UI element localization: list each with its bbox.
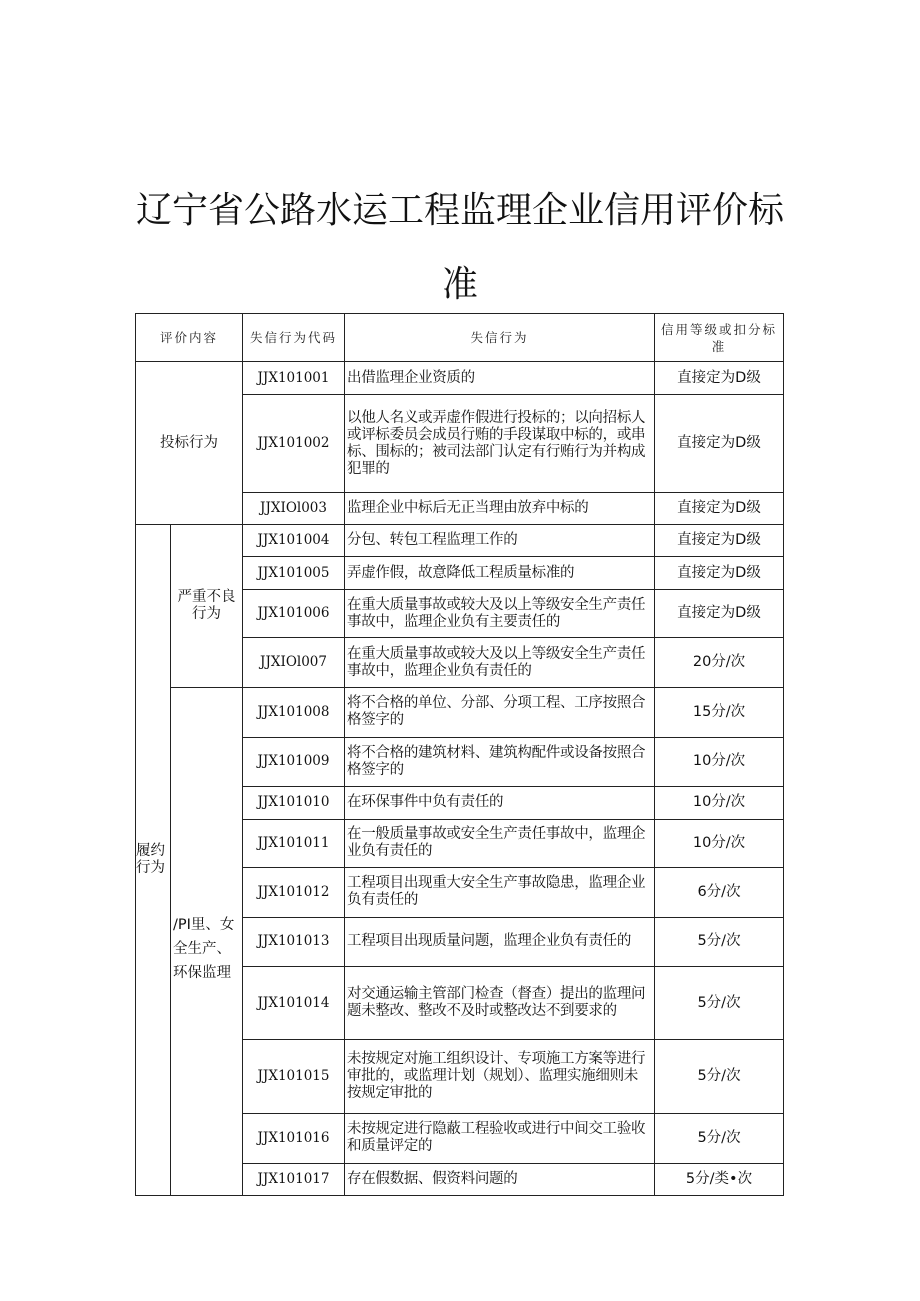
row-standard: 5分/次 (655, 917, 784, 967)
row-behavior: 存在假数据、假资料问题的 (345, 1163, 655, 1195)
row-behavior: 未按规定对施工组织设计、专项施工方案等进行审批的，或监理计划（规划）、监理实施细则未按规定审批的 (345, 1040, 655, 1114)
row-standard: 直接定为D级 (655, 557, 784, 590)
row-behavior: 分包、转包工程监理工作的 (345, 525, 655, 557)
group-quality-label: /PI里、女全生产、环保监理 (173, 917, 235, 981)
row-standard: 5分/次 (655, 1040, 784, 1114)
row-behavior: 出借监理企业资质的 (345, 362, 655, 395)
row-behavior: 将不合格的单位、分部、分项工程、工序按照合格签字的 (345, 688, 655, 738)
row-code: JJXIOl003 (243, 493, 345, 525)
row-behavior: 以他人名义或弄虚作假进行投标的；以向招标人或评标委员会成员行贿的手段谋取中标的，或串标、围标的；被司法部门认定有行贿行为并构成犯罪的 (345, 395, 655, 493)
row-behavior: 将不合格的建筑材料、建筑构配件或设备按照合格签字的 (345, 737, 655, 787)
header-standard: 信用等级或扣分标准 (655, 314, 784, 362)
row-code: JJX101010 (243, 787, 345, 819)
header-content: 评价内容 (136, 314, 243, 362)
row-behavior: 未按规定进行隐蔽工程验收或进行中间交工验收和质量评定的 (345, 1113, 655, 1163)
page-title: 辽宁省公路水运工程监理企业信用评价标 (135, 190, 784, 231)
row-behavior: 在重大质量事故或较大及以上等级安全生产责任事故中，监理企业负有主要责任的 (345, 590, 655, 638)
row-code: JJX101011 (243, 819, 345, 868)
table-row (136, 525, 784, 557)
row-code: JJX101016 (243, 1113, 345, 1163)
row-standard: 直接定为D级 (655, 362, 784, 395)
row-standard: 直接定为D级 (655, 525, 784, 557)
row-code: JJX101008 (243, 688, 345, 738)
row-code: JJX101004 (243, 525, 345, 557)
row-behavior: 在重大质量事故或较大及以上等级安全生产责任事故中，监理企业负有责任的 (345, 638, 655, 688)
row-code: JJX101012 (243, 868, 345, 918)
row-standard: 10分/次 (655, 737, 784, 787)
row-behavior: 在一般质量事故或安全生产责任事故中，监理企业负有责任的 (345, 819, 655, 868)
row-standard: 20分/次 (655, 638, 784, 688)
row-behavior: 监理企业中标后无正当理由放弃中标的 (345, 493, 655, 525)
row-code: JJXIOl007 (243, 638, 345, 688)
header-behavior: 失信行为 (345, 314, 655, 362)
row-behavior: 弄虚作假，故意降低工程质量标准的 (345, 557, 655, 590)
row-standard: 10分/次 (655, 819, 784, 868)
row-standard: 直接定为D级 (655, 590, 784, 638)
row-standard: 6分/次 (655, 868, 784, 918)
group-bidding: 投标行为 (136, 362, 243, 525)
table-row (136, 362, 784, 395)
header-code: 失信行为代码 (243, 314, 345, 362)
table-header-row (136, 314, 784, 362)
row-code: JJX101013 (243, 917, 345, 967)
group-quality-safety (171, 688, 243, 1196)
table-row (136, 688, 784, 738)
row-code: JJX101005 (243, 557, 345, 590)
row-code: JJX101009 (243, 737, 345, 787)
row-standard: 10分/次 (655, 787, 784, 819)
row-standard: 5分/次 (655, 967, 784, 1040)
row-behavior: 对交通运输主管部门检查（督查）提出的监理问题未整改、整改不及时或整改达不到要求的 (345, 967, 655, 1040)
row-code: JJX101006 (243, 590, 345, 638)
row-code: JJX101002 (243, 395, 345, 493)
page-title-continued: 准 (441, 264, 478, 305)
group-serious: 严重不良行为 (171, 525, 243, 688)
row-behavior: 工程项目出现质量问题，监理企业负有责任的 (345, 917, 655, 967)
row-standard: 15分/次 (655, 688, 784, 738)
credit-evaluation-table (135, 313, 784, 1196)
row-code: JJX101015 (243, 1040, 345, 1114)
row-standard: 5分/类•次 (655, 1163, 784, 1195)
row-standard: 直接定为D级 (655, 395, 784, 493)
row-standard: 直接定为D级 (655, 493, 784, 525)
row-code: JJX101017 (243, 1163, 345, 1195)
row-behavior: 工程项目出现重大安全生产事故隐患，监理企业负有责任的 (345, 868, 655, 918)
row-code: JJX101014 (243, 967, 345, 1040)
row-standard: 5分/次 (655, 1113, 784, 1163)
group-performance: 履约行为 (136, 525, 171, 1196)
row-behavior: 在环保事件中负有责任的 (345, 787, 655, 819)
row-code: JJX101001 (243, 362, 345, 395)
